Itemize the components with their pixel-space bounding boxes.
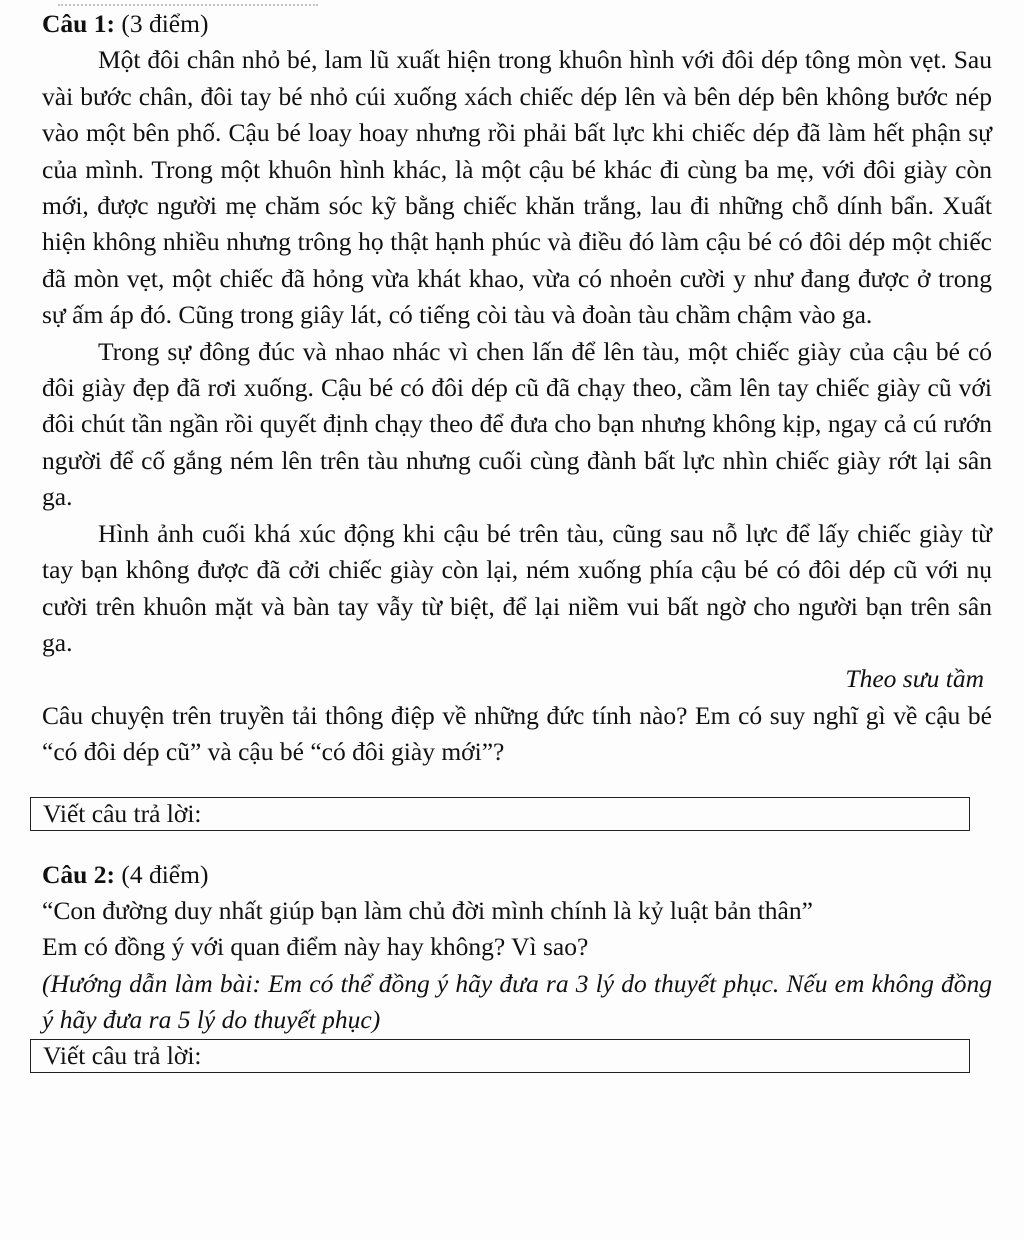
question-1-points: (3 điểm) [121, 9, 209, 38]
question-1-prompt: Câu chuyện trên truyền tải thông điệp về những đức tính nào? Em có suy nghĩ gì về cậu bé “có đôi dép cũ” và cậu bé “có đôi giày mới”? [42, 700, 992, 767]
question-1-answer-box[interactable] [30, 797, 970, 831]
question-2-prompt: Em có đồng ý với quan điểm này hay không? Vì sao? [42, 932, 589, 962]
story-source: Theo sưu tầm [845, 664, 984, 694]
question-2-label: Câu 2: [42, 859, 115, 889]
story-paragraph-1: Một đôi chân nhỏ bé, lam lũ xuất hiện trong khuôn hình với đôi dép tông mòn vẹt. Sau vài bước chân, đôi tay bé nhỏ cúi xuống xách chiếc dép lên và bên dép bên không bước nép vào một bên phố. Cậu bé loay hoay nhưng rồi phải bất lực khi chiếc dép đã làm hết phận sự của mình. Trong một khuôn hình khác, là một cậu bé khác đi cùng ba mẹ, với đôi giày còn mới, được người mẹ chăm sóc kỹ bằng chiếc khăn trắng, lau đi những chỗ dính bẩn. Xuất hiện không nhiều nhưng trông họ thật hạnh phúc và điều đó làm cậu bé có đôi dép một chiếc đã mòn vẹt, một chiếc đã hỏng vừa khát khao, vừa có nhoẻn cười y như đang được ở trong sự ấm áp đó. Cũng trong giây lát, có tiếng còi tàu và đoàn tàu chầm chậm vào ga. [42, 45, 992, 330]
exam-content [42, 6, 992, 1073]
question-1-heading [42, 6, 992, 42]
question-2-quote: “Con đường duy nhất giúp bạn làm chủ đời mình chính là kỷ luật bản thân” [42, 895, 813, 925]
question-2-points: (4 điểm) [121, 859, 209, 889]
question-2-heading [42, 857, 992, 893]
story-paragraph-3: Hình ảnh cuối khá xúc động khi cậu bé trên tàu, cũng sau nỗ lực để lấy chiếc giày từ tay bạn không được đã cởi chiếc giày còn lại, ném xuống phía cậu bé có đôi dép cũ với nụ cười trên khuôn mặt và bàn tay vẫy từ biệt, để lại niềm vui bất ngờ cho người bạn trên sân ga. [42, 518, 992, 657]
question-2-guidance: (Hướng dẫn làm bài: Em có thể đồng ý hãy đưa ra 3 lý do thuyết phục. Nếu em không đồng ý hãy đưa ra 5 lý do thuyết phục) [42, 968, 992, 1035]
question-2-answer-label: Viết câu trả lời: [43, 1040, 202, 1070]
question-1-answer-label: Viết câu trả lời: [43, 798, 202, 828]
question-2-answer-box[interactable] [30, 1039, 970, 1073]
story-paragraph-2: Trong sự đông đúc và nhao nhác vì chen lấn để lên tàu, một chiếc giày của cậu bé có đôi giày đẹp đã rơi xuống. Cậu bé có đôi dép cũ đã chạy theo, cầm lên tay chiếc giày cũ với đôi chút tần ngần rồi quyết định chạy theo để đưa cho bạn nhưng không kịp, ngay cả cú rướn người để cố gắng ném lên trên tàu nhưng cuối cùng đành bất lực nhìn chiếc giày rớt lại sân ga. [42, 336, 992, 512]
question-1-label: Câu 1: [42, 9, 115, 38]
